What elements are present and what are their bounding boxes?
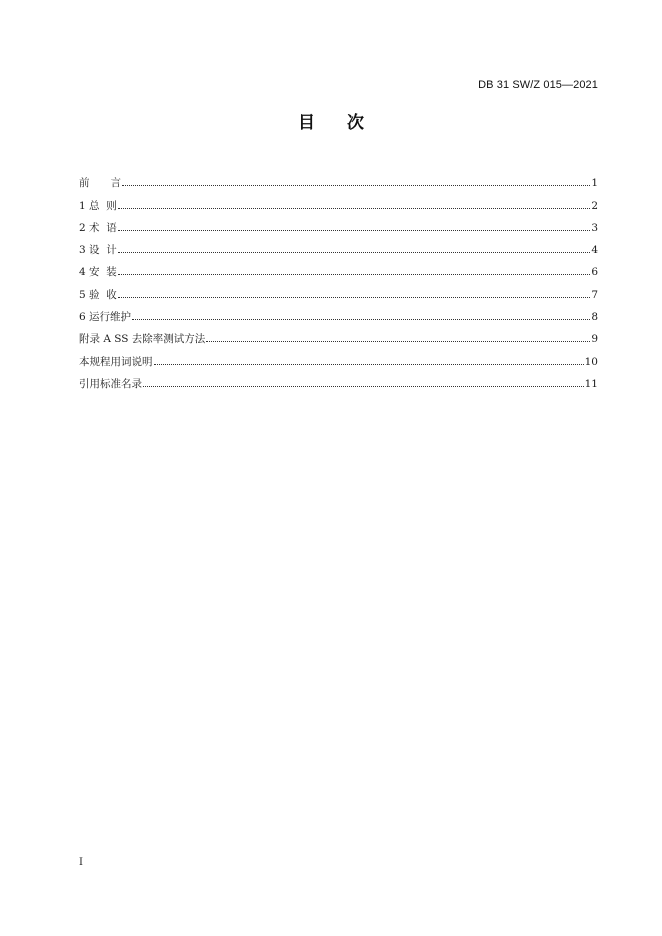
toc-entry-label: 5 验 收 [79,288,117,301]
title-char-2: 次 [347,113,364,133]
toc-entry[interactable] [79,256,598,278]
toc-entry-page: 8 [591,311,598,324]
toc-dot-leader [132,319,590,320]
toc-entry-label: 附录 A SS 去除率测试方法 [79,333,206,346]
toc-entry-page: 7 [591,288,598,301]
toc-entry-page: 6 [591,266,598,279]
toc-entry-label: 本规程用词说明 [79,355,153,368]
toc-entry-label: 2 术 语 [79,221,117,234]
toc-entry-label: 前 言 [79,177,121,190]
toc-entry[interactable] [79,189,598,211]
toc-entry-page: 10 [584,355,598,368]
table-of-contents [79,167,598,390]
document-code: DB 31 SW/Z 015—2021 [478,79,598,91]
toc-entry-label: 引用标准名录 [79,377,142,390]
toc-dot-leader [206,341,590,342]
toc-entry[interactable] [79,167,598,189]
toc-dot-leader [118,252,591,253]
toc-entry[interactable] [79,345,598,367]
toc-entry-page: 2 [591,199,598,212]
toc-entry-page: 4 [591,244,598,257]
toc-dot-leader [118,297,591,298]
toc-entry[interactable] [79,301,598,323]
toc-dot-leader [122,185,590,186]
toc-entry[interactable] [79,234,598,256]
title-char-1: 目 [298,113,315,133]
toc-entry-page: 9 [591,333,598,346]
toc-entry-label: 4 安 装 [79,266,117,279]
toc-entry-label: 3 设 计 [79,244,117,257]
toc-dot-leader [118,230,591,231]
toc-entry[interactable] [79,278,598,300]
toc-entry[interactable] [79,323,598,345]
toc-dot-leader [143,386,584,387]
toc-entry[interactable] [79,212,598,234]
toc-entry-label: 1 总 则 [79,199,117,212]
page-title [0,108,662,133]
toc-dot-leader [118,208,591,209]
toc-entry-page: 11 [584,377,598,390]
toc-entry-page: 3 [591,221,598,234]
toc-entry-label: 6 运行维护 [79,311,132,324]
toc-entry-page: 1 [591,177,598,190]
footer-page-number: I [79,857,83,868]
toc-dot-leader [154,364,584,365]
toc-dot-leader [118,274,591,275]
toc-entry[interactable] [79,368,598,390]
